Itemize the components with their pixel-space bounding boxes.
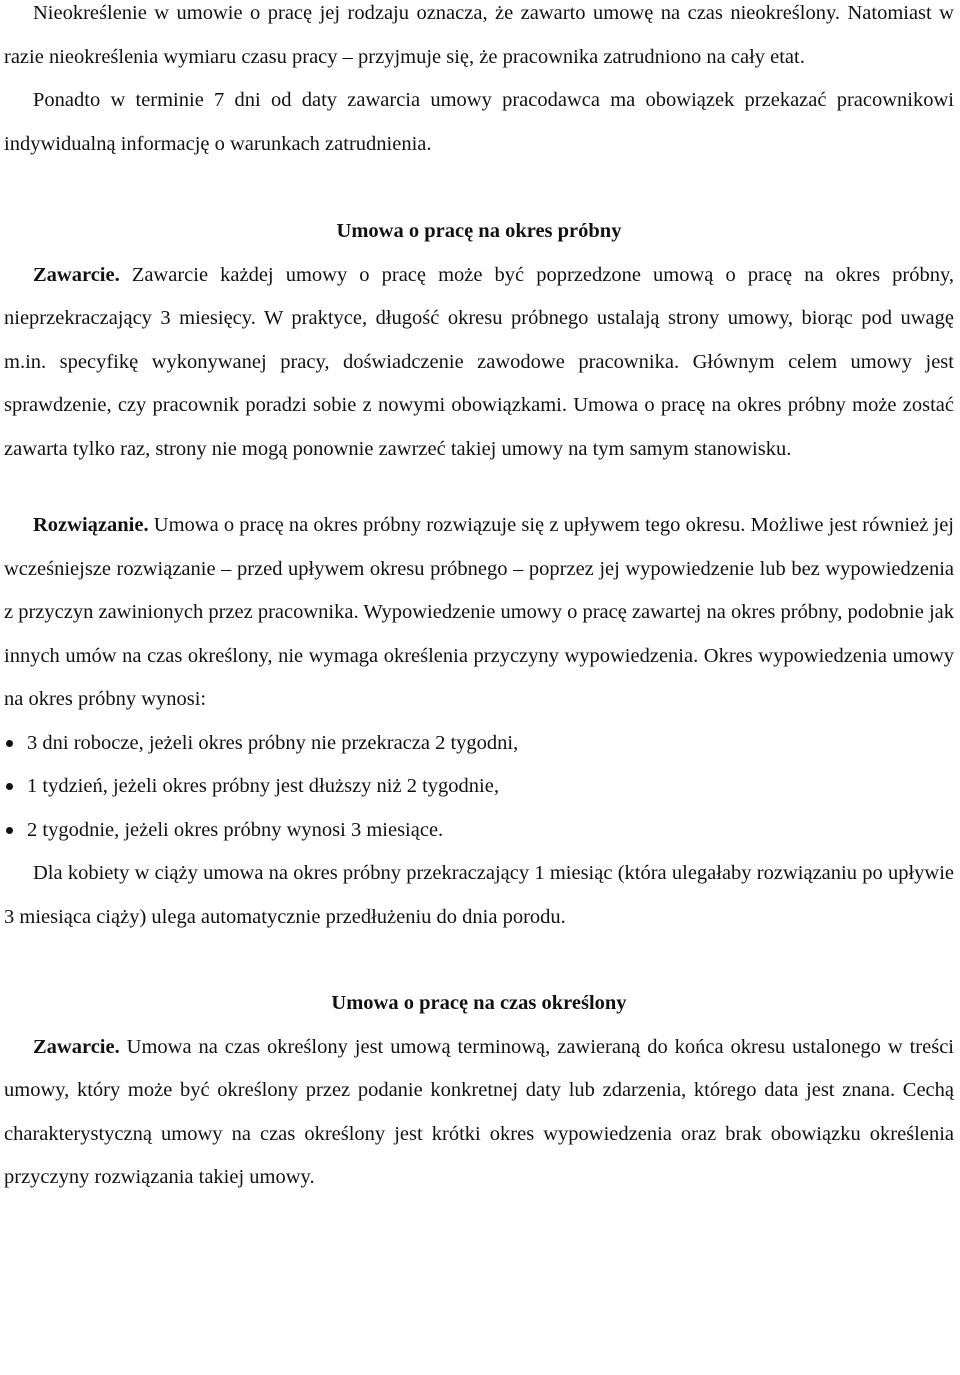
trial-conclusion-label: Zawarcie. — [33, 263, 120, 286]
trial-termination-label: Rozwiązanie. — [33, 514, 149, 536]
bullet-icon — [6, 783, 13, 790]
list-item-text: 2 tygodnie, jeżeli okres próbny wynosi 3 miesiące. — [27, 818, 444, 841]
list-item-text: 3 dni robocze, jeżeli okres próbny nie przekracza 2 tygodni, — [27, 731, 519, 754]
spacer — [4, 166, 954, 210]
notice-period-list — [4, 722, 954, 853]
trial-termination-text: Umowa o pracę na okres próbny rozwiązuje się z upływem tego okresu. Możliwe jest również jej wcześniejsze rozwiązanie – przed upływem okresu próbnego – poprzez jej wypowiedzenie lub bez wypowiedzenia z przyczyn zawinionych przez pracownika. Wypowiedzenie umowy o pracę zawartej na okres próbny, podobnie jak innych umów na czas określony, nie wymaga określenia przyczyny wypowiedzenia. Okres wypowiedzenia umowy na okres próbny wynosi: — [4, 514, 954, 710]
fixed-conclusion-label: Zawarcie. — [33, 1035, 120, 1058]
bullet-icon — [6, 827, 13, 834]
trial-conclusion-text: Zawarcie każdej umowy o pracę może być poprzedzone umową o pracę na okres próbny, nieprzekraczający 3 miesięcy. W praktyce, długość okresu próbnego ustalają strony umowy, biorąc pod uwagę m.in. specyfikę wykonywanej pracy, doświadczenie zawodowe pracownika. Głównym celem umowy jest sprawdzenie, czy pracownik poradzi sobie z nowymi obowiązkami. Umowa o pracę na okres próbny może zostać zawarta tylko raz, strony nie mogą ponownie zawrzeć takiej umowy na tym samym stanowisku. — [4, 263, 954, 460]
list-item — [4, 765, 954, 809]
fixed-conclusion-paragraph — [4, 1026, 954, 1200]
fixed-conclusion-text: Umowa na czas określony jest umową terminową, zawieraną do końca okresu ustalonego w treści umowy, który może być określony przez podanie konkretnej daty lub zdarzenia, którego data jest znana. Cechą charakterystyczną umowy na czas określony jest krótki okres wypowiedzenia oraz brak obowiązku określenia przyczyny rozwiązania takiej umowy. — [4, 1035, 954, 1188]
intro-paragraph-2: Ponadto w terminie 7 dni od daty zawarcia umowy pracodawca ma obowiązek przekazać pracownikowi indywidualną informację o warunkach zatrudnienia. — [4, 89, 954, 155]
intro-paragraph-1: Nieokreślenie w umowie o pracę jej rodzaju oznacza, że zawarto umowę na czas nieokreślony. Natomiast w razie nieokreślenia wymiaru czasu pracy – przyjmuje się, że pracownika zatrudniono na cały etat. — [4, 2, 954, 68]
section-heading-fixed-term: Umowa o pracę na czas określony — [331, 992, 627, 1014]
pregnancy-note-paragraph: Dla kobiety w ciąży umowa na okres próbny przekraczający 1 miesiąc (która ulegałaby rozwiązaniu po upływie 3 miesiąca ciąży) ulega automatycznie przedłużeniu do dnia porodu. — [4, 862, 954, 928]
list-item — [4, 722, 954, 766]
bullet-icon — [6, 740, 13, 747]
list-item — [4, 809, 954, 853]
trial-termination-paragraph — [4, 504, 954, 722]
spacer — [4, 939, 954, 982]
list-item-text: 1 tydzień, jeżeli okres próbny jest dłuższy niż 2 tygodnie, — [27, 775, 499, 797]
section-heading-trial: Umowa o pracę na okres próbny — [336, 220, 622, 242]
trial-conclusion-paragraph — [4, 254, 954, 472]
spacer — [4, 471, 954, 504]
